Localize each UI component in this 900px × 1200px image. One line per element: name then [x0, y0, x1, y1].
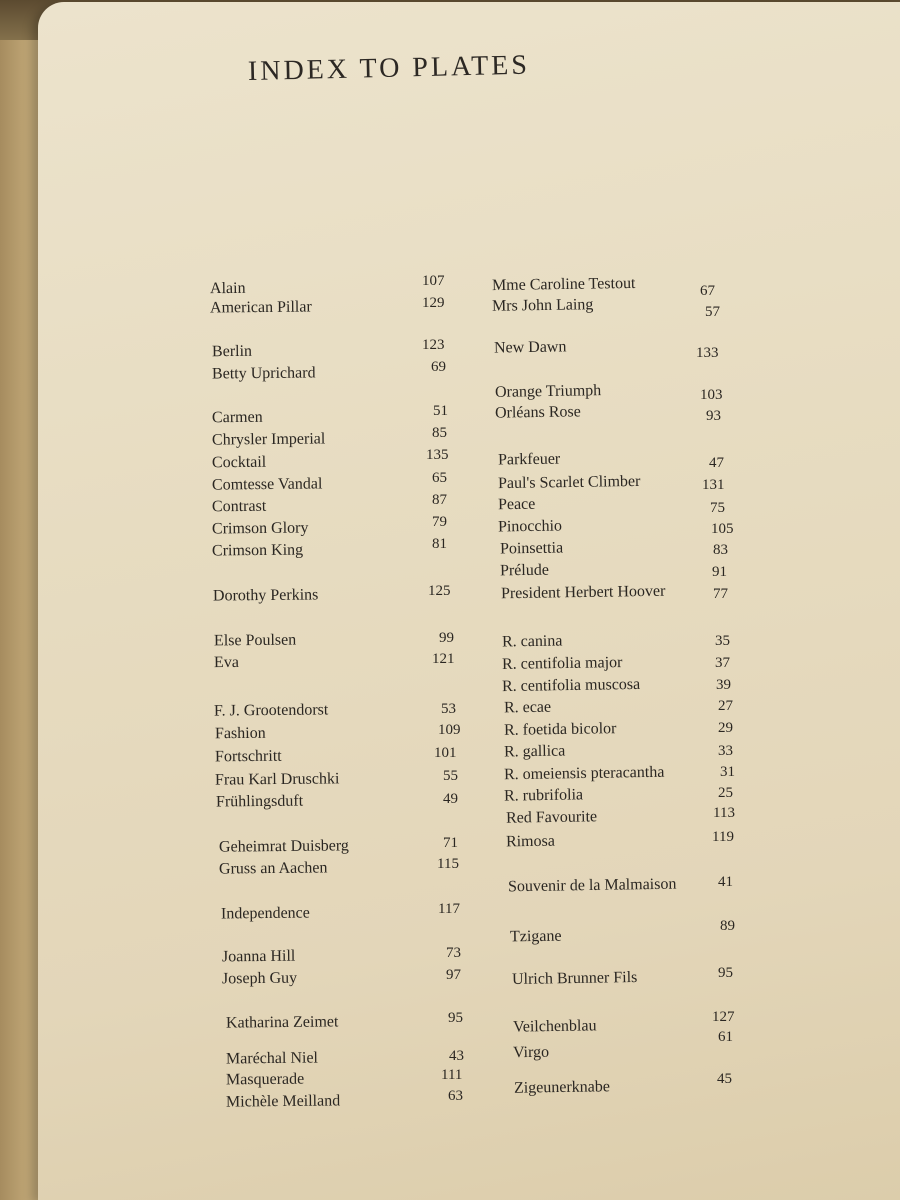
- index-entry-name: Joanna Hill: [221, 947, 296, 966]
- index-entry-page: 53: [441, 701, 456, 717]
- index-entry-name: Berlin: [211, 342, 253, 361]
- index-entry-name: Contrast: [211, 497, 267, 516]
- index-entry-name: Pinocchio: [497, 517, 563, 536]
- index-entry-page: 101: [434, 745, 457, 761]
- index-entry-page: 107: [422, 273, 445, 289]
- index-entry-name: Paul's Scarlet Climber: [497, 472, 641, 493]
- index-entry-page: 57: [705, 304, 720, 320]
- index-entry-page: 25: [718, 785, 733, 801]
- index-entry-name: Mrs John Laing: [491, 296, 594, 315]
- index-entry-page: 55: [443, 768, 458, 784]
- index-entry-page: 91: [712, 564, 727, 580]
- index-entry-name: Fortschritt: [214, 747, 282, 766]
- index-entry-name: Crimson King: [211, 541, 304, 560]
- index-entry-name: Mme Caroline Testout: [491, 274, 636, 295]
- index-entry-page: 33: [718, 743, 733, 759]
- book-page: [38, 2, 900, 1200]
- index-entry-page: 43: [449, 1048, 464, 1064]
- index-entry-page: 39: [716, 677, 731, 693]
- index-entry-name: R. omeiensis pteracantha: [503, 763, 665, 784]
- index-entry-page: 119: [712, 829, 734, 845]
- index-entry-name: Carmen: [211, 408, 263, 427]
- index-entry-name: Souvenir de la Malmaison: [507, 875, 677, 896]
- index-entry-name: Tzigane: [509, 927, 562, 946]
- index-entry-name: Orléans Rose: [494, 403, 581, 422]
- index-entry-page: 27: [718, 698, 733, 714]
- index-entry-page: 65: [432, 470, 447, 486]
- index-entry-page: 49: [443, 791, 458, 807]
- index-entry-name: Frühlingsduft: [215, 792, 304, 811]
- index-entry-name: Katharina Zeimet: [225, 1013, 339, 1032]
- index-entry-name: Peace: [497, 495, 536, 514]
- index-entry-name: Comtesse Vandal: [211, 475, 323, 494]
- index-entry-page: 63: [448, 1088, 463, 1104]
- index-entry-page: 87: [432, 492, 447, 508]
- index-entry-page: 93: [706, 408, 721, 424]
- index-entry-name: R. gallica: [503, 742, 566, 761]
- index-entry-page: 73: [446, 945, 461, 961]
- index-entry-page: 71: [443, 835, 458, 851]
- index-entry-page: 35: [715, 633, 730, 649]
- index-entry-page: 41: [718, 874, 733, 890]
- index-entry-page: 95: [718, 965, 733, 981]
- index-entry-name: R. centifolia major: [501, 654, 623, 673]
- index-entry-name: New Dawn: [493, 338, 567, 357]
- index-entry-page: 81: [432, 536, 447, 552]
- index-entry-page: 115: [437, 856, 459, 872]
- index-entry-name: Zigeunerknabe: [513, 1078, 611, 1097]
- index-entry-name: Virgo: [512, 1043, 550, 1062]
- index-entry-page: 89: [720, 918, 735, 934]
- index-entry-name: Gruss an Aachen: [218, 859, 328, 878]
- index-entry-page: 67: [700, 283, 715, 299]
- index-entry-name: Maréchal Niel: [225, 1049, 319, 1068]
- index-entry-page: 125: [428, 583, 451, 599]
- index-entry-name: Dorothy Perkins: [212, 586, 319, 605]
- index-entry-name: Ulrich Brunner Fils: [511, 969, 638, 988]
- index-entry-page: 103: [700, 387, 723, 403]
- index-entry-name: Red Favourite: [505, 808, 598, 827]
- index-entry-page: 129: [422, 295, 445, 311]
- index-entry-name: Geheimrat Duisberg: [218, 837, 349, 856]
- index-entry-name: Frau Karl Druschki: [214, 770, 340, 789]
- index-entry-page: 99: [439, 630, 454, 646]
- index-entry-page: 45: [717, 1071, 732, 1087]
- index-entry-name: Joseph Guy: [221, 969, 298, 988]
- index-entry-page: 123: [422, 337, 445, 353]
- index-entry-name: Independence: [220, 904, 310, 923]
- index-entry-name: Orange Triumph: [494, 382, 602, 401]
- index-entry-name: Else Poulsen: [213, 631, 297, 650]
- index-entry-page: 83: [713, 542, 728, 558]
- index-entry-name: President Herbert Hoover: [500, 582, 666, 603]
- index-entry-page: 121: [432, 651, 455, 667]
- index-entry-page: 97: [446, 967, 461, 983]
- index-entry-page: 51: [433, 403, 448, 419]
- index-entry-page: 113: [713, 805, 735, 821]
- index-entry-page: 75: [710, 500, 725, 516]
- index-entry-page: 29: [718, 720, 733, 736]
- index-entry-name: R. rubrifolia: [503, 786, 584, 805]
- index-entry-name: Betty Uprichard: [211, 364, 316, 383]
- index-entry-page: 47: [709, 455, 724, 471]
- index-entry-page: 105: [711, 521, 734, 537]
- page-title: INDEX TO PLATES: [247, 49, 531, 87]
- index-entry-name: R. foetida bicolor: [503, 720, 617, 739]
- index-entry-page: 133: [696, 345, 719, 361]
- index-entry-page: 85: [432, 425, 447, 441]
- index-entry-page: 95: [448, 1010, 463, 1026]
- index-entry-page: 31: [720, 764, 735, 780]
- index-entry-page: 111: [441, 1067, 463, 1083]
- index-entry-name: Chrysler Imperial: [211, 430, 326, 449]
- index-entry-page: 127: [712, 1009, 735, 1025]
- index-entry-name: Eva: [213, 653, 239, 672]
- index-entry-page: 77: [713, 586, 728, 602]
- index-entry-name: Parkfeuer: [497, 450, 561, 469]
- index-entry-name: Alain: [209, 279, 246, 298]
- index-entry-page: 69: [431, 359, 446, 375]
- index-entry-name: Prélude: [499, 561, 549, 580]
- index-entry-name: Crimson Glory: [211, 519, 309, 538]
- index-entry-page: 37: [715, 655, 730, 671]
- index-entry-page: 135: [426, 447, 449, 463]
- index-entry-page: 61: [718, 1029, 733, 1045]
- index-entry-name: F. J. Grootendorst: [213, 701, 329, 720]
- index-entry-name: Poinsettia: [499, 539, 564, 558]
- index-entry-name: R. canina: [501, 632, 563, 651]
- index-entry-name: Masquerade: [225, 1070, 305, 1089]
- index-entry-page: 117: [438, 901, 460, 917]
- index-entry-name: Cocktail: [211, 453, 267, 472]
- index-entry-name: American Pillar: [209, 298, 312, 317]
- index-entry-name: Fashion: [214, 724, 266, 743]
- index-entry-page: 109: [438, 722, 461, 738]
- index-entry-page: 131: [702, 477, 725, 493]
- index-entry-page: 79: [432, 514, 447, 530]
- index-entry-name: Michèle Meilland: [225, 1092, 341, 1111]
- index-entry-name: R. centifolia muscosa: [501, 675, 641, 696]
- index-entry-name: Rimosa: [505, 832, 556, 851]
- index-entry-name: Veilchenblau: [512, 1017, 597, 1036]
- index-entry-name: R. ecae: [503, 698, 552, 717]
